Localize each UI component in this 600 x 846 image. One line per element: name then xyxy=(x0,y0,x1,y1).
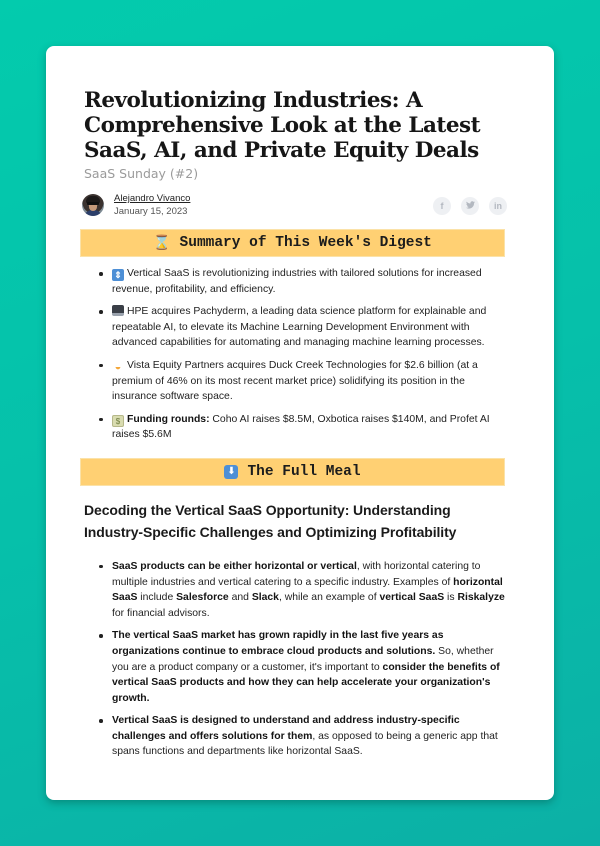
bold-text: SaaS products can be either horizontal or vertical xyxy=(112,560,357,572)
article-card xyxy=(46,46,554,800)
hourglass-icon: ⌛ xyxy=(153,235,171,251)
summary-header xyxy=(80,229,505,257)
article-body xyxy=(84,88,509,767)
author-avatar[interactable] xyxy=(82,194,104,216)
up-down-arrow-icon: ⇕ xyxy=(112,269,124,281)
section-title: Decoding the Vertical SaaS Opportunity: Understanding Industry-Specific Challenges and Optimizing Profitability xyxy=(84,501,457,540)
summary-item-text: Vista Equity Partners acquires Duck Creek Technologies for $2.6 billion (at a premium of 46% on its most recent market price) solidifying its position in the insurance software space. xyxy=(112,359,478,403)
facebook-icon: f xyxy=(440,201,444,211)
summary-list xyxy=(84,266,509,443)
text: and xyxy=(228,592,252,604)
bold-text: The vertical SaaS market has grown rapidly in the last five years as organizations continue to embrace cloud products and solutions. xyxy=(112,630,444,657)
handshake-icon: ◒ xyxy=(114,360,122,373)
summary-item xyxy=(112,266,509,297)
text: , with horizontal catering to multiple industries and vertical catering to a specific industry. Examples of xyxy=(112,560,481,588)
full-meal-heading: The Full Meal xyxy=(247,463,361,480)
linkedin-icon: in xyxy=(494,201,502,211)
text: for financial advisors. xyxy=(112,607,210,619)
summary-item xyxy=(112,412,509,443)
full-meal-header xyxy=(80,458,505,486)
text: So, whether you are a product company or a customer, it's important to xyxy=(112,645,494,673)
text: , as opposed to being a generic app that spans functions and departments like horizontal SaaS. xyxy=(112,730,498,758)
text: include xyxy=(137,592,177,604)
summary-heading: Summary of This Week's Digest xyxy=(179,235,432,251)
article-title: Revolutionizing Industries: A Comprehensive Look at the Latest SaaS, AI, and Private Equity Deals xyxy=(84,88,481,163)
summary-item xyxy=(112,304,509,351)
bold-text: Vertical SaaS is designed to understand and address industry-specific challenges and offers solutions for them xyxy=(112,715,460,742)
twitter-share-button[interactable] xyxy=(461,197,479,215)
text: is xyxy=(444,592,458,604)
bold-text: consider the benefits of vertical SaaS products and how they can help accelerate your organization's growth. xyxy=(112,661,500,704)
bold-text: Slack xyxy=(251,592,279,604)
summary-item xyxy=(112,358,509,405)
byline xyxy=(84,194,509,220)
share-buttons xyxy=(433,197,507,215)
full-meal-points xyxy=(84,559,509,760)
publish-date: January 15, 2023 xyxy=(114,206,188,217)
bold-text: horizontal SaaS xyxy=(112,576,503,604)
article-subtitle: SaaS Sunday (#2) xyxy=(84,166,199,181)
summary-item-text: Coho AI raises $8.5M, Oxbotica raises $140M, and Profet AI raises $5.6M xyxy=(112,413,490,441)
dollar-banknote-icon: $ xyxy=(112,415,124,427)
bold-text: vertical SaaS xyxy=(379,592,445,604)
full-meal-point xyxy=(112,713,509,760)
funding-rounds-label: Funding rounds: xyxy=(127,413,210,425)
twitter-icon xyxy=(466,201,475,211)
full-meal-point xyxy=(112,628,509,706)
bold-text: Riskalyze xyxy=(457,592,505,604)
bold-text: Salesforce xyxy=(176,592,229,604)
facebook-share-button[interactable] xyxy=(433,197,451,215)
author-name-link[interactable]: Alejandro Vivanco xyxy=(114,193,191,204)
full-meal-point xyxy=(112,559,509,621)
text: , while an example of xyxy=(278,592,380,604)
desktop-computer-icon xyxy=(112,305,124,316)
linkedin-share-button[interactable] xyxy=(489,197,507,215)
summary-item-text: Vertical SaaS is revolutionizing industries with tailored solutions for increased revenue, profitability, and efficiency. xyxy=(112,268,482,295)
down-arrow-icon: ⬇ xyxy=(224,465,238,479)
summary-item-text: HPE acquires Pachyderm, a leading data science platform for explainable and repeatable AI, to elevate its Machine Learning Development Environment with advanced capabilities for automating and managing machine learning processes. xyxy=(112,306,487,349)
